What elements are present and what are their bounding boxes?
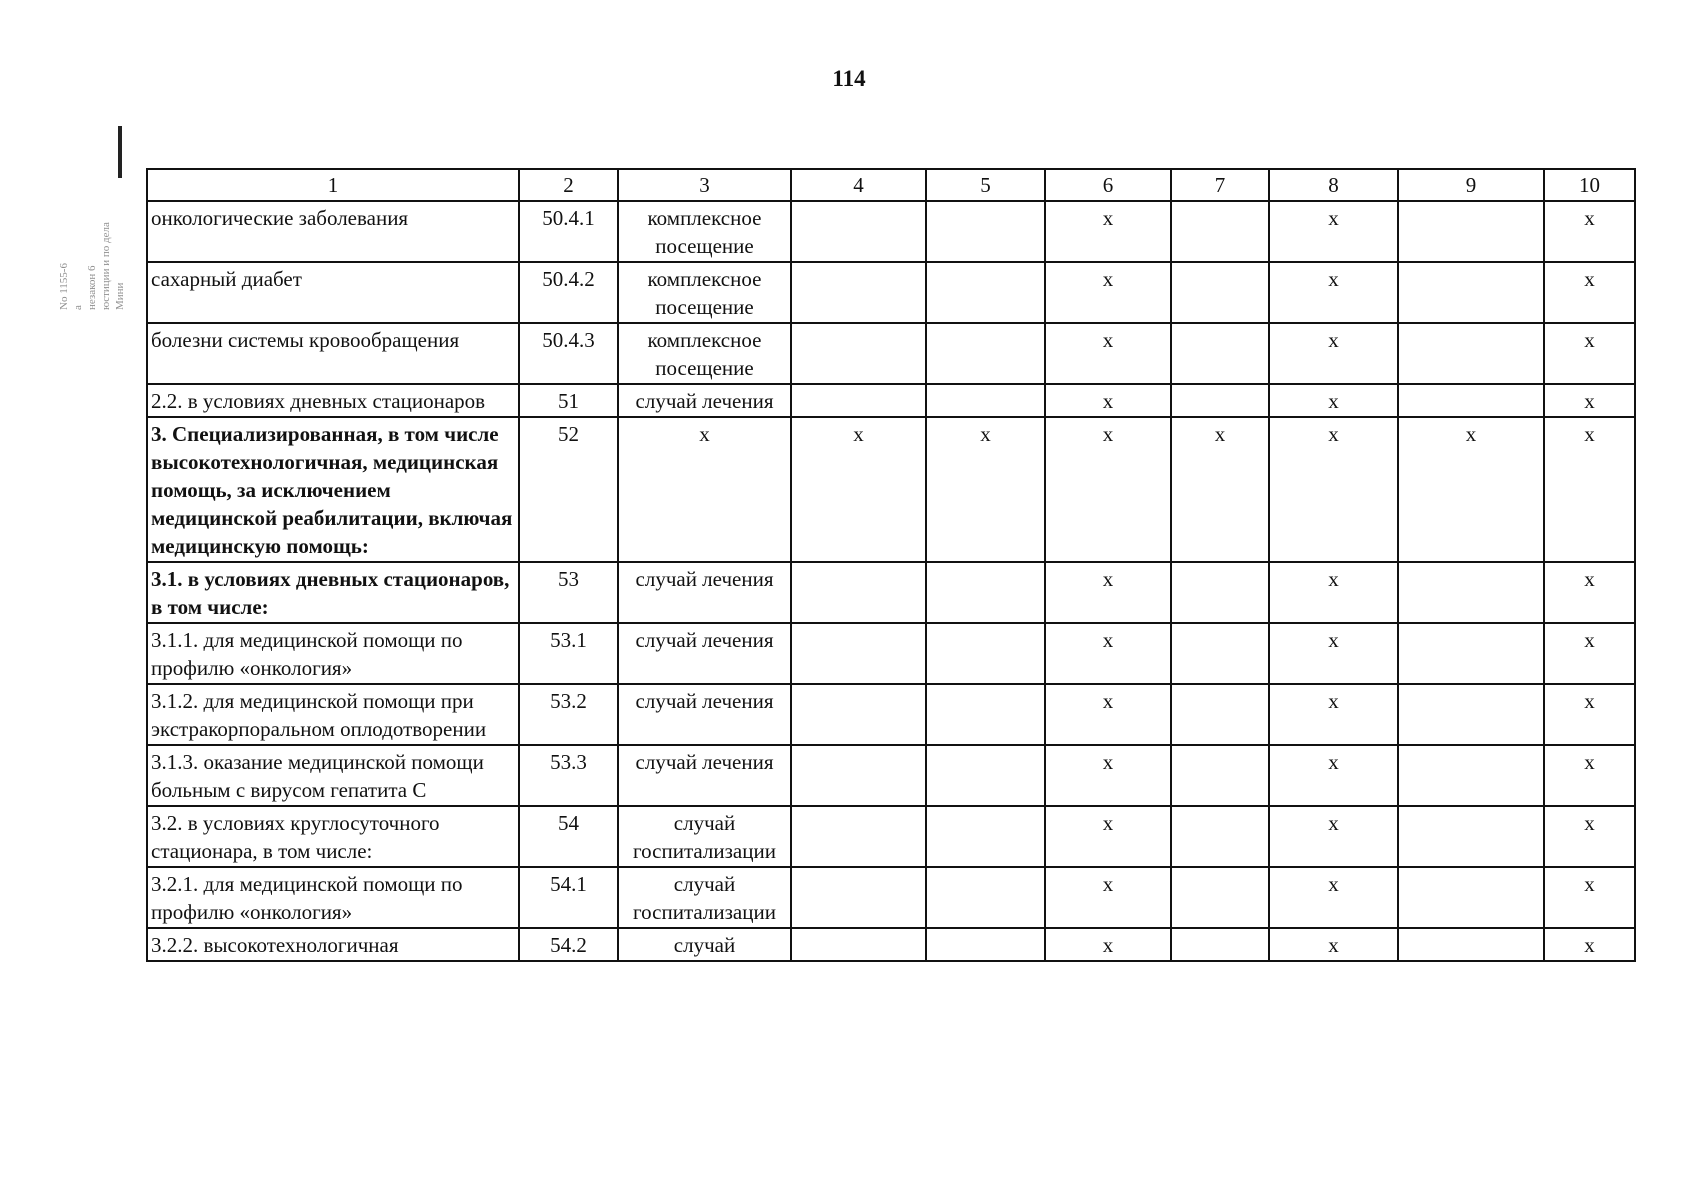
volume-table [146, 168, 1636, 962]
row-cell-col-5 [926, 201, 1045, 262]
row-cell-col-4 [791, 323, 926, 384]
row-name: 3.2.2. высокотехнологичная [147, 928, 519, 961]
column-header: 2 [519, 169, 618, 201]
row-cell-col-6: х [1045, 623, 1171, 684]
row-cell-col-10: х [1544, 623, 1635, 684]
row-cell-col-9 [1398, 384, 1544, 417]
row-cell-col-7 [1171, 745, 1269, 806]
row-cell-col-9 [1398, 201, 1544, 262]
row-cell-col-7 [1171, 323, 1269, 384]
column-header: 4 [791, 169, 926, 201]
table-row [147, 684, 1635, 745]
row-number: 53.1 [519, 623, 618, 684]
row-cell-col-10: х [1544, 323, 1635, 384]
row-unit: случай лечения [618, 562, 791, 623]
row-cell-col-4: х [791, 417, 926, 562]
row-cell-col-8: х [1269, 745, 1398, 806]
row-cell-col-9: х [1398, 417, 1544, 562]
row-name: онкологические заболевания [147, 201, 519, 262]
row-cell-col-6: х [1045, 867, 1171, 928]
row-cell-col-8: х [1269, 928, 1398, 961]
row-name: 3.1.2. для медицинской помощи при экстракорпоральном оплодотворении [147, 684, 519, 745]
row-name: сахарный диабет [147, 262, 519, 323]
row-cell-col-10: х [1544, 684, 1635, 745]
column-header: 8 [1269, 169, 1398, 201]
row-cell-col-5 [926, 323, 1045, 384]
row-cell-col-9 [1398, 867, 1544, 928]
row-cell-col-5 [926, 928, 1045, 961]
row-cell-col-4 [791, 806, 926, 867]
row-cell-col-7: х [1171, 417, 1269, 562]
row-unit: х [618, 417, 791, 562]
table-row [147, 745, 1635, 806]
row-cell-col-5 [926, 745, 1045, 806]
stamp-rule [118, 126, 122, 178]
row-cell-col-9 [1398, 684, 1544, 745]
row-cell-col-6: х [1045, 384, 1171, 417]
row-cell-col-8: х [1269, 867, 1398, 928]
row-cell-col-10: х [1544, 745, 1635, 806]
row-cell-col-10: х [1544, 806, 1635, 867]
row-name: 3.1.1. для медицинской помощи по профилю «онкология» [147, 623, 519, 684]
row-cell-col-4 [791, 745, 926, 806]
table-body [147, 201, 1635, 961]
row-cell-col-8: х [1269, 262, 1398, 323]
row-cell-col-4 [791, 623, 926, 684]
row-cell-col-10: х [1544, 417, 1635, 562]
row-cell-col-6: х [1045, 928, 1171, 961]
row-number: 53 [519, 562, 618, 623]
table-row [147, 562, 1635, 623]
row-cell-col-5 [926, 684, 1045, 745]
table-row [147, 623, 1635, 684]
row-cell-col-10: х [1544, 867, 1635, 928]
column-header: 5 [926, 169, 1045, 201]
row-cell-col-4 [791, 928, 926, 961]
row-number: 51 [519, 384, 618, 417]
row-cell-col-5 [926, 867, 1045, 928]
column-header: 1 [147, 169, 519, 201]
row-cell-col-8: х [1269, 684, 1398, 745]
row-cell-col-6: х [1045, 806, 1171, 867]
stamp-line: юстиции и по дела [100, 222, 112, 310]
row-cell-col-6: х [1045, 262, 1171, 323]
row-cell-col-8: х [1269, 323, 1398, 384]
table-row [147, 323, 1635, 384]
row-name: 3.2. в условиях круглосуточного стационара, в том числе: [147, 806, 519, 867]
row-cell-col-7 [1171, 201, 1269, 262]
row-cell-col-9 [1398, 806, 1544, 867]
row-name: 3.1.3. оказание медицинской помощи больным с вирусом гепатита С [147, 745, 519, 806]
row-cell-col-8: х [1269, 384, 1398, 417]
row-number: 52 [519, 417, 618, 562]
row-unit: случай лечения [618, 384, 791, 417]
row-cell-col-7 [1171, 623, 1269, 684]
row-cell-col-10: х [1544, 262, 1635, 323]
row-cell-col-6: х [1045, 201, 1171, 262]
stamp-line: Мини [114, 282, 126, 310]
column-header: 7 [1171, 169, 1269, 201]
row-cell-col-9 [1398, 745, 1544, 806]
row-name: болезни системы кровообращения [147, 323, 519, 384]
row-cell-col-5 [926, 384, 1045, 417]
row-cell-col-4 [791, 684, 926, 745]
row-cell-col-9 [1398, 623, 1544, 684]
row-cell-col-5 [926, 262, 1045, 323]
row-cell-col-4 [791, 262, 926, 323]
row-cell-col-4 [791, 384, 926, 417]
row-cell-col-10: х [1544, 928, 1635, 961]
row-cell-col-6: х [1045, 323, 1171, 384]
row-name: 3. Специализированная, в том числе высокотехнологичная, медицинская помощь, за исключением медицинской реабилитации, включая медицинскую помощь: [147, 417, 519, 562]
stamp-line: незакон 6 [86, 265, 98, 310]
stamp-line: а [72, 305, 84, 310]
row-cell-col-8: х [1269, 562, 1398, 623]
row-cell-col-9 [1398, 562, 1544, 623]
row-name: 2.2. в условиях дневных стационаров [147, 384, 519, 417]
row-cell-col-7 [1171, 384, 1269, 417]
table-row [147, 262, 1635, 323]
table-row [147, 928, 1635, 961]
row-unit: случай лечения [618, 745, 791, 806]
column-header: 6 [1045, 169, 1171, 201]
row-cell-col-6: х [1045, 745, 1171, 806]
row-cell-col-7 [1171, 806, 1269, 867]
stamp-line: No 1155-6 [58, 263, 70, 310]
column-header: 10 [1544, 169, 1635, 201]
row-cell-col-5: х [926, 417, 1045, 562]
row-number: 50.4.2 [519, 262, 618, 323]
row-unit: случай лечения [618, 623, 791, 684]
row-cell-col-8: х [1269, 623, 1398, 684]
row-unit: комплексное посещение [618, 323, 791, 384]
row-name: 3.2.1. для медицинской помощи по профилю «онкология» [147, 867, 519, 928]
table-row [147, 201, 1635, 262]
table-row [147, 867, 1635, 928]
row-number: 53.3 [519, 745, 618, 806]
row-name: 3.1. в условиях дневных стационаров, в том числе: [147, 562, 519, 623]
row-unit: комплексное посещение [618, 201, 791, 262]
table-row [147, 806, 1635, 867]
row-cell-col-8: х [1269, 201, 1398, 262]
row-unit: случай лечения [618, 684, 791, 745]
row-cell-col-9 [1398, 323, 1544, 384]
row-cell-col-10: х [1544, 384, 1635, 417]
row-number: 50.4.3 [519, 323, 618, 384]
row-cell-col-4 [791, 201, 926, 262]
row-cell-col-10: х [1544, 201, 1635, 262]
row-number: 54.1 [519, 867, 618, 928]
row-cell-col-4 [791, 562, 926, 623]
row-cell-col-5 [926, 623, 1045, 684]
row-cell-col-9 [1398, 262, 1544, 323]
row-cell-col-7 [1171, 928, 1269, 961]
row-cell-col-5 [926, 806, 1045, 867]
row-unit: случай госпитализации [618, 867, 791, 928]
row-cell-col-6: х [1045, 417, 1171, 562]
row-cell-col-5 [926, 562, 1045, 623]
row-unit: случай госпитализации [618, 806, 791, 867]
table-row [147, 417, 1635, 562]
row-unit: случай [618, 928, 791, 961]
row-cell-col-9 [1398, 928, 1544, 961]
row-cell-col-7 [1171, 867, 1269, 928]
row-number: 54 [519, 806, 618, 867]
row-cell-col-8: х [1269, 806, 1398, 867]
row-unit: комплексное посещение [618, 262, 791, 323]
row-cell-col-7 [1171, 262, 1269, 323]
row-cell-col-6: х [1045, 562, 1171, 623]
row-number: 54.2 [519, 928, 618, 961]
row-cell-col-7 [1171, 684, 1269, 745]
row-cell-col-7 [1171, 562, 1269, 623]
row-cell-col-6: х [1045, 684, 1171, 745]
row-cell-col-10: х [1544, 562, 1635, 623]
row-cell-col-4 [791, 867, 926, 928]
table-row [147, 384, 1635, 417]
row-cell-col-8: х [1269, 417, 1398, 562]
row-number: 53.2 [519, 684, 618, 745]
table-header-row [147, 169, 1635, 201]
column-header: 3 [618, 169, 791, 201]
column-header: 9 [1398, 169, 1544, 201]
page-number: 114 [832, 66, 866, 91]
row-number: 50.4.1 [519, 201, 618, 262]
